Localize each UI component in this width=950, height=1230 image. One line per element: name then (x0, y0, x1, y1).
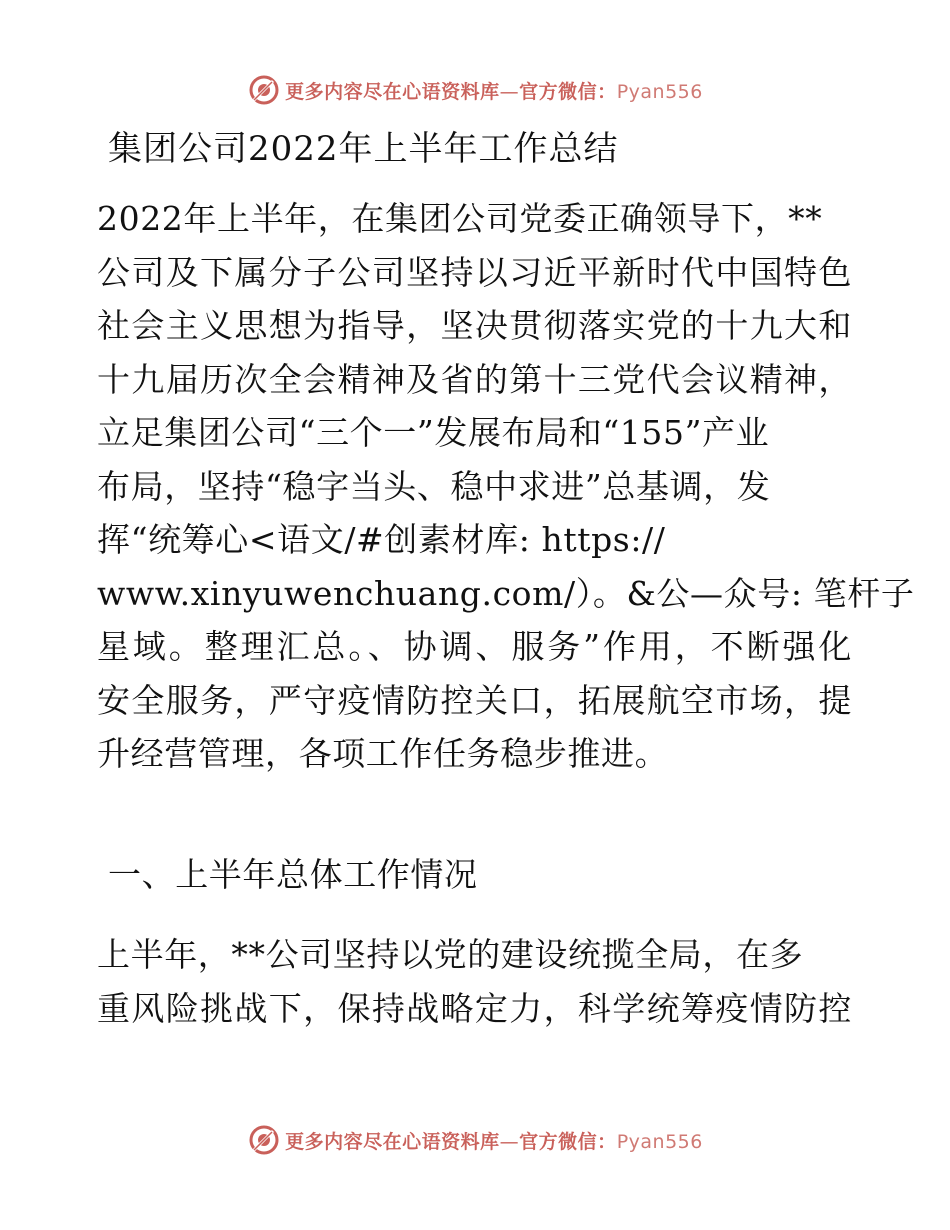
paragraph-line: www.xinyuwenchuang.com/）。&公—众号: 笔杆子 (97, 573, 915, 613)
watermark-footer (0, 1120, 950, 1160)
paragraph-overview (97, 928, 852, 1035)
watermark-handle: Pyan556 (616, 80, 703, 103)
paragraph-line: 重风险挑战下，保持战略定力，科学统筹疫情防控 (97, 988, 852, 1028)
watermark-separator: — (499, 80, 520, 103)
section-heading: 一、上半年总体工作情况 (108, 855, 478, 894)
watermark-site-name: 更多内容尽在心语资料库 (285, 80, 500, 103)
paragraph-line: 公司及下属分子公司坚持以习近平新时代中国特色 (97, 252, 852, 292)
watermark-logo-icon (247, 1123, 281, 1157)
watermark-official-label: 官方微信： (519, 80, 617, 103)
paragraph-intro (97, 192, 915, 781)
paragraph-line: 立足集团公司“三个一”发展布局和“155”产业 (97, 413, 770, 452)
watermark-header (0, 70, 950, 110)
paragraph-line: 上半年，**公司坚持以党的建设统揽全局，在多 (97, 935, 804, 974)
paragraph-line: 2022年上半年，在集团公司党委正确领导下，** (97, 199, 823, 238)
paragraph-line: 十九届历次全会精神及省的第十三党代会议精神， (97, 359, 852, 399)
watermark-site-name: 更多内容尽在心语资料库 (285, 1130, 500, 1153)
watermark-logo-icon (247, 73, 281, 107)
watermark-separator: — (499, 1130, 520, 1153)
watermark-text (285, 1127, 703, 1154)
watermark-official-label: 官方微信： (519, 1130, 617, 1153)
document-title: 集团公司2022年上半年工作总结 (108, 129, 619, 169)
paragraph-line: 布局，坚持“稳字当头、稳中求进”总基调，发 (97, 466, 771, 506)
paragraph-line: 升经营管理，各项工作任务稳步推进。 (97, 734, 669, 773)
paragraph-line: 安全服务，严守疫情防控关口，拓展航空市场，提 (97, 680, 852, 720)
paragraph-line: 星域。整理汇总。、协调、服务”作用，不断强化 (97, 627, 852, 666)
watermark-handle: Pyan556 (616, 1130, 703, 1153)
watermark-text (285, 77, 703, 104)
paragraph-line: 挥“统筹心<语文/#创素材库: https:// (97, 520, 666, 559)
paragraph-line: 社会主义思想为指导，坚决贯彻落实党的十九大和 (97, 306, 852, 345)
